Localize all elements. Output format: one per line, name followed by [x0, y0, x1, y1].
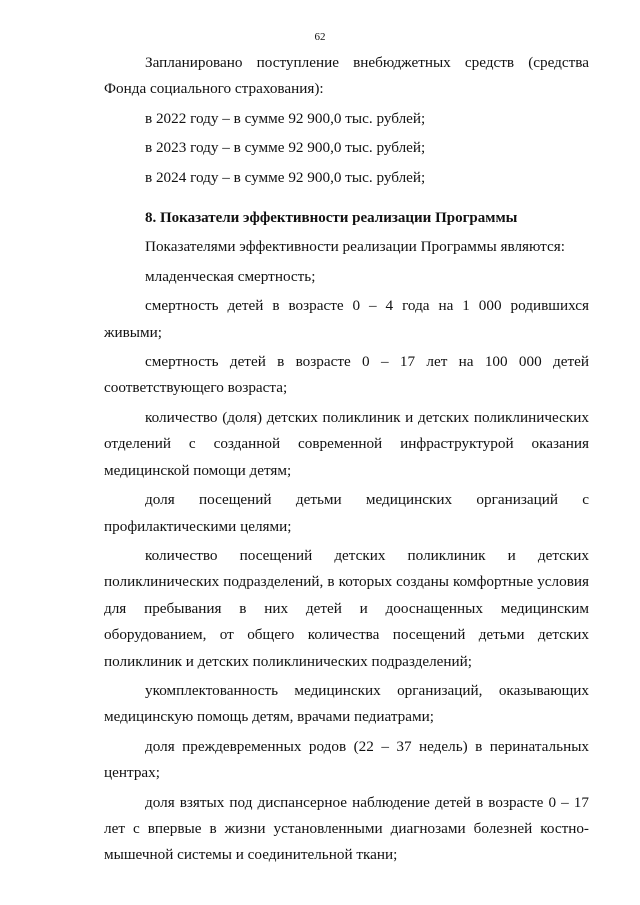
- paragraph-preventive-visits: доля посещений детьми медицинских организаций с профилактическими целями;: [104, 491, 589, 535]
- paragraph-staffing: укомплектованность медицинских организаций, оказывающих медицинскую помощь детям, врачами педиатрами;: [104, 681, 589, 726]
- document-body: [104, 50, 589, 869]
- paragraph-infant-mortality: младенческая смертность;: [145, 267, 316, 285]
- paragraph-funding-2022: в 2022 году – в сумме 92 900,0 тыс. рублей;: [145, 109, 426, 127]
- paragraph-indicators-intro: Показателями эффективности реализации Программы являются:: [145, 238, 565, 256]
- paragraph-clinic-visits: количество посещений детских поликлиник и детских поликлинических подразделений, в которых созданы комфортные условия для пребывания в них детей и дооснащенных медицинским оборудованием, от общего количества посещений детьми детских поликлиник и детских поликлинических подразделений;: [104, 546, 589, 670]
- paragraph-dispensary-observation: доля взятых под диспансерное наблюдение детей в возрасте 0 – 17 лет с впервые в жизни установленными диагнозами болезней костно-мышечной системы и соединительной ткани;: [104, 793, 589, 864]
- paragraph-mortality-0-4: смертность детей в возрасте 0 – 4 года на 1 000 родившихся живыми;: [104, 297, 589, 341]
- paragraph-funding-intro: Запланировано поступление внебюджетных средств (средства Фонда социального страхования):: [104, 54, 589, 98]
- paragraph-premature-births: доля преждевременных родов (22 – 37 недель) в перинатальных центрах;: [104, 737, 589, 782]
- paragraph-clinics-share: количество (доля) детских поликлиник и детских поликлинических отделений с созданной современной инфраструктурой оказания медицинской помощи детям;: [104, 408, 589, 479]
- paragraph-funding-2024: в 2024 году – в сумме 92 900,0 тыс. рублей;: [145, 168, 426, 186]
- page-number: 62: [314, 31, 326, 43]
- paragraph-funding-2023: в 2023 году – в сумме 92 900,0 тыс. рублей;: [145, 139, 426, 157]
- section-heading: 8. Показатели эффективности реализации Программы: [145, 210, 518, 227]
- paragraph-mortality-0-17: смертность детей в возрасте 0 – 17 лет на 100 000 детей соответствующего возраста;: [104, 353, 589, 397]
